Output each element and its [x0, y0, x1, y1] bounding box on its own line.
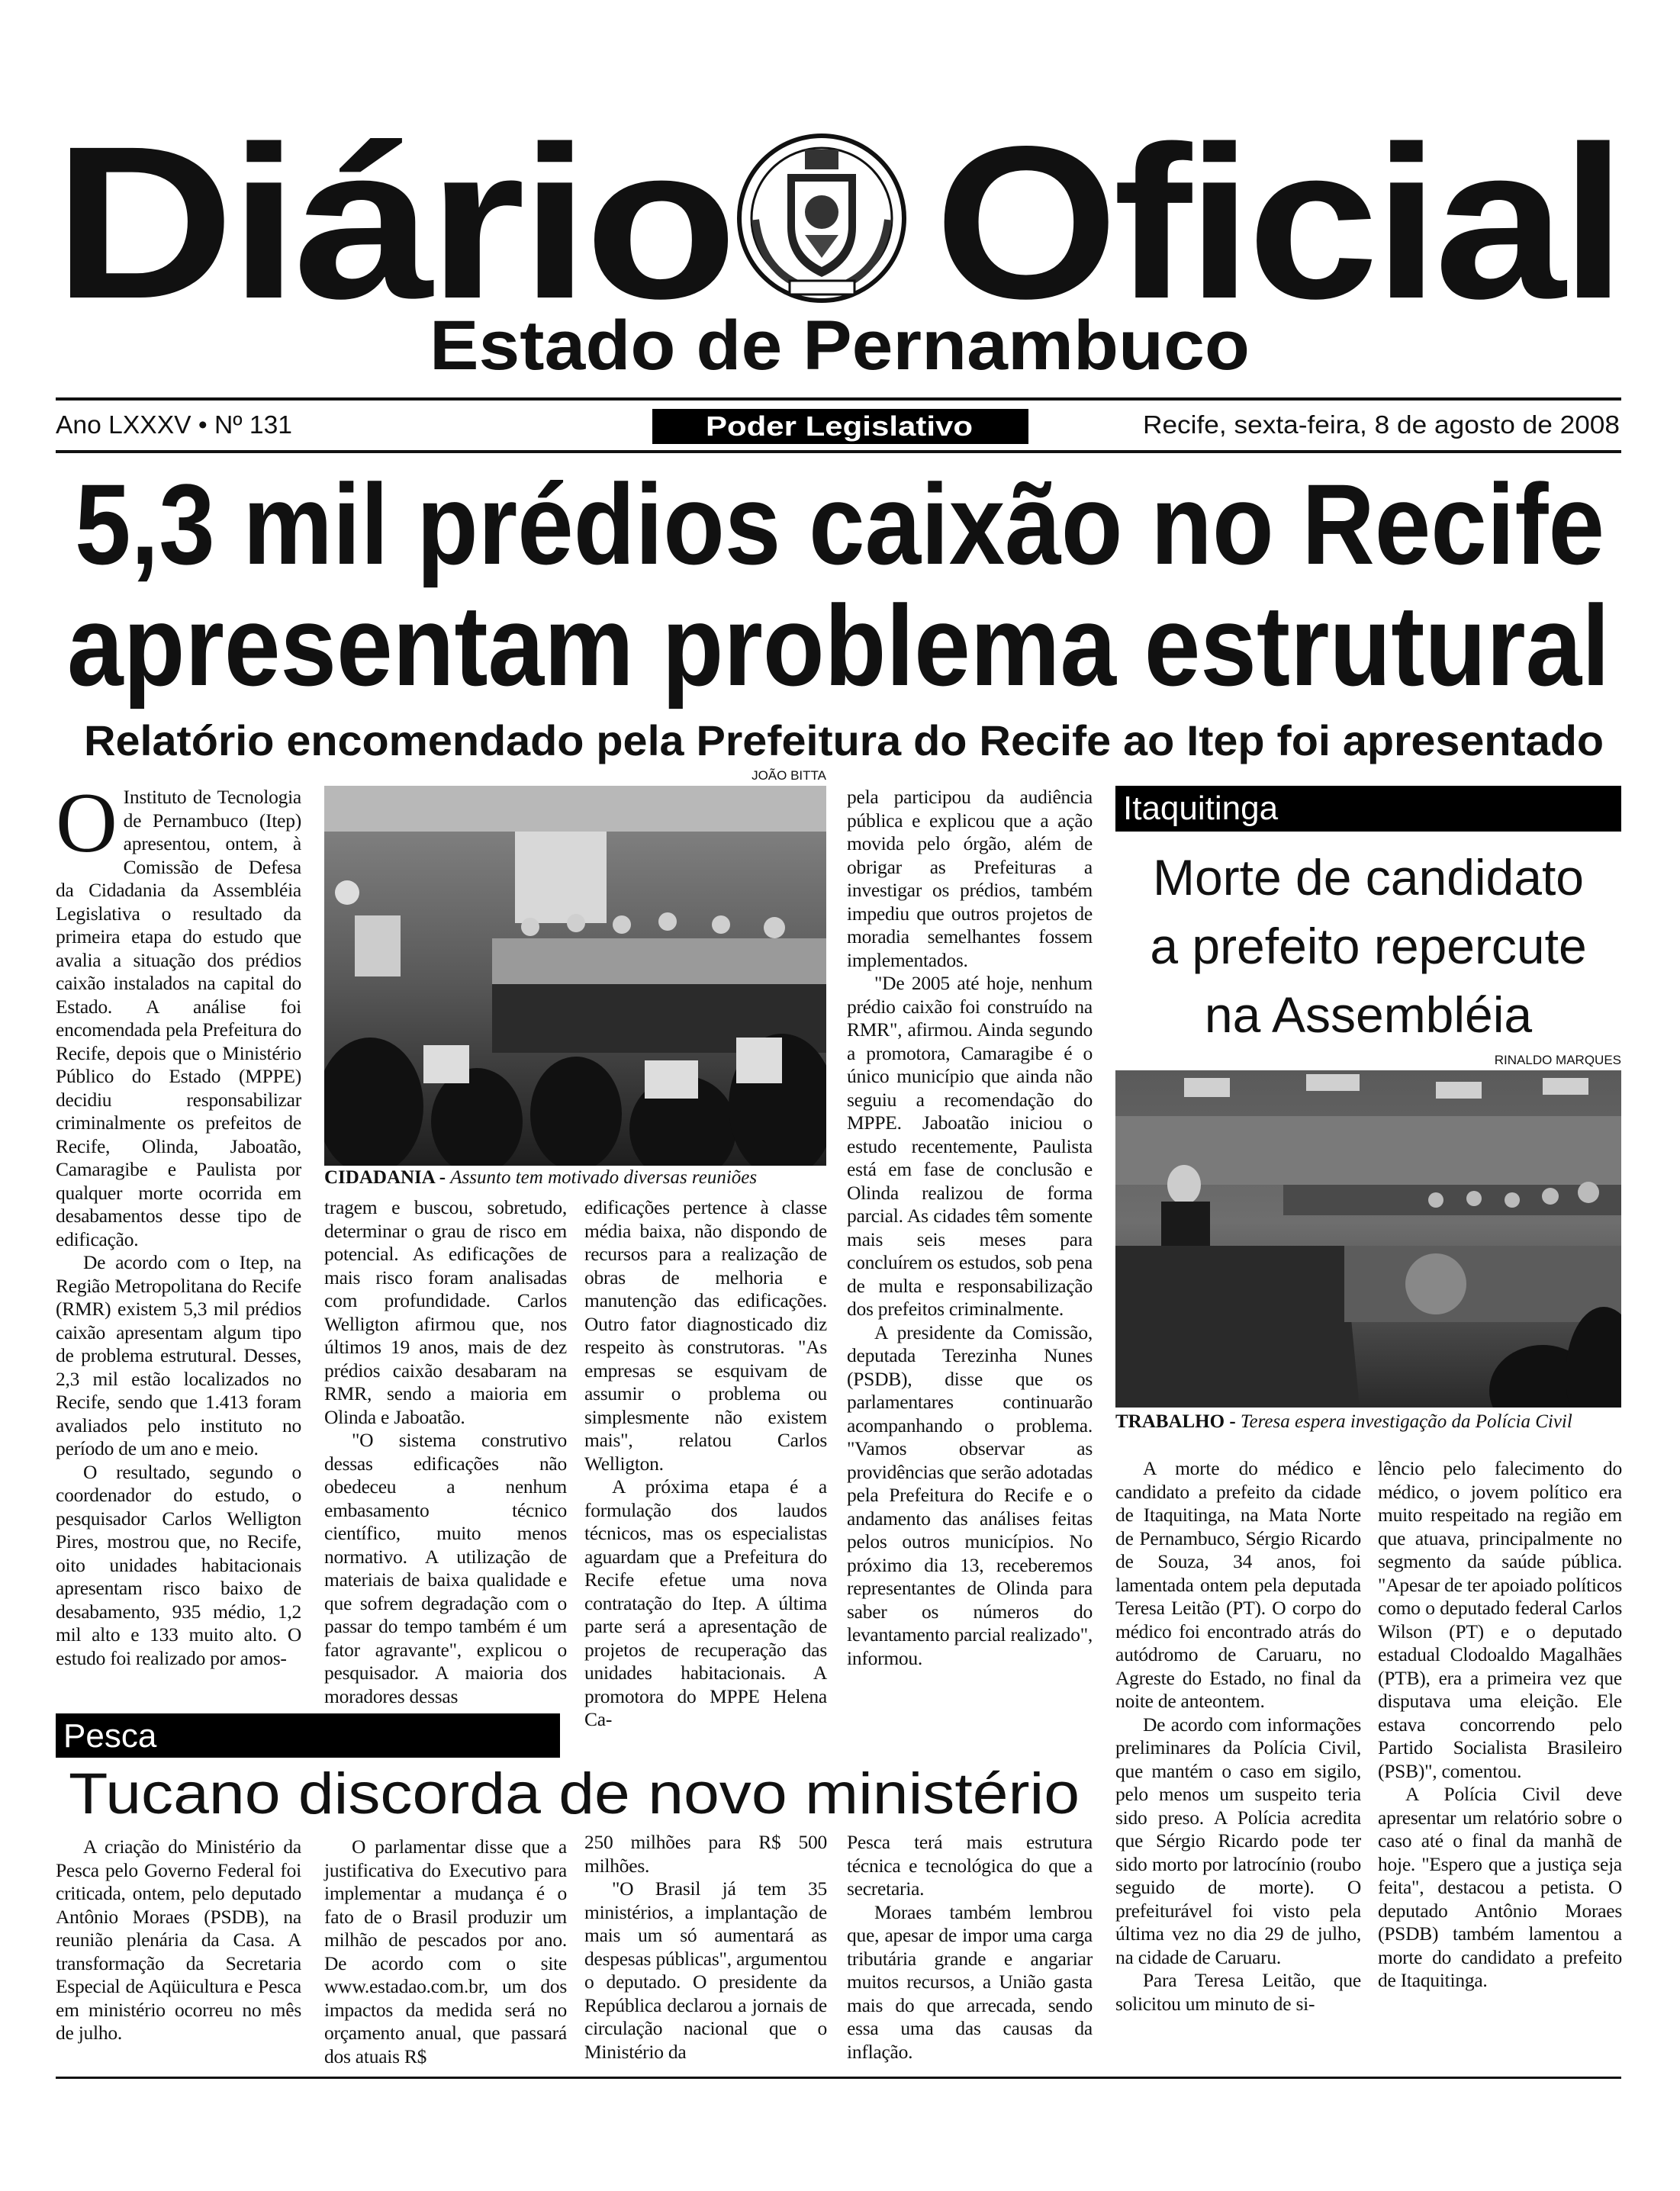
itaquitinga-column-1: [1115, 1457, 1361, 2016]
photo-credit: RINALDO MARQUES: [1494, 1053, 1621, 1067]
caption-text: Teresa espera investigação da Polícia Civil: [1240, 1411, 1572, 1432]
caption-text: Assunto tem motivado diversas reuniões: [450, 1167, 758, 1188]
pesca-column-3: [584, 1831, 827, 2064]
caption-label: TRABALHO -: [1115, 1411, 1236, 1432]
section-label: Poder Legislativo: [652, 409, 1028, 444]
masthead-title-right: Oficial: [935, 101, 1621, 344]
main-story-column-1: [56, 776, 301, 1670]
paragraph: De acordo com o Itep, na Região Metropolitana do Recife (RMR) existem 5,3 mil prédios caixão apresentam algum tipo de problema estrutural. Desses, 2,3 mil estão localizados no Recife, sendo que 1.413 foram avaliados pelo instituto no período de um ano e meio.: [56, 1251, 301, 1459]
itaquitinga-headline: [1115, 843, 1621, 1049]
info-rule: [56, 450, 1621, 453]
paragraph: tragem e buscou, sobretudo, determinar o grau de risco em potencial. As edificações de mais risco foram analisadas com profundidade. Carlos Welligton afirmou que, nos últimos 19 anos, mais de dez prédios caixão desabaram na RMR, sendo a maioria em Olinda e Jaboatão.: [324, 1196, 567, 1428]
caption-label: CIDADANIA -: [324, 1167, 446, 1188]
paragraph: pela participou da audiência pública e explicou que a ação movida pelo órgão, além de obrigar as Prefeituras a investigar os prédios, também impediu que outros projetos de moradia semelhantes fossem implementados.: [847, 786, 1093, 971]
paragraph: 250 milhões para R$ 500 milhões.: [584, 1831, 827, 1877]
bottom-rule: [56, 2077, 1621, 2079]
paragraph: "O Brasil já tem 35 ministérios, a implantação de mais um só aumentará as despesas públicas", argumentou o deputado. O presidente da República declarou a jornais de circulação nacional que o Ministério da: [584, 1877, 827, 2063]
paragraph: De acordo com informações preliminares da Polícia Civil, que mantém o caso em sigilo, pelo menos um suspeito teria sido preso. A Polícia acredita que Sérgio Ricardo pode ter sido morto por latrocínio (roubo seguido de morte). O prefeiturável foi visto pela última vez no dia 29 de julho, na cidade de Caruaru.: [1115, 1713, 1361, 1968]
paragraph: lêncio pelo falecimento do médico, o jovem político era muito respeitado na região em que atuava, principalmente no segmento da saúde pública. "Apesar de ter apoiado políticos como o deputado federal Carlos Wilson (PT) e o deputado estadual Clodoaldo Magalhães (PTB), era a primeira vez que disputava uma eleição. Ele estava concorrendo pelo Partido Socialista Brasileiro (PSB)", comentou.: [1378, 1457, 1622, 1782]
photo-caption: [1115, 1411, 1572, 1433]
pesca-column-4: [847, 1831, 1093, 2064]
dateline: Recife, sexta-feira, 8 de agosto de 2008: [1143, 410, 1620, 439]
paragraph: A morte do médico e candidato a prefeito da cidade de Itaquitinga, na Mata Norte de Pernambuco, Sérgio Ricardo de Souza, 34 anos, foi lamentada ontem pela deputada Teresa Leitão (PT). O corpo do médico foi encontrado atrás do autódromo de Caruaru, no Agreste do Estado, no final da noite de anteontem.: [1115, 1457, 1361, 1712]
paragraph: Para Teresa Leitão, que solicitou um minuto de si-: [1115, 1969, 1361, 2015]
masthead-title-left: Diário: [53, 101, 732, 344]
main-headline-line2: apresentam problema estrutural: [67, 581, 1610, 709]
section-title: Pesca: [63, 1717, 157, 1755]
paragraph: O parlamentar disse que a justificativa do Executivo para implementar a mudança é o fato de o Brasil produzir um milhão de pescados por ano. De acordo com o site www.estadao.com.br, um dos impactos da medida será no orçamento anual, que passará dos atuais R$: [324, 1835, 567, 2067]
paragraph: Pesca terá mais estrutura técnica e tecnológica do que a secretaria.: [847, 1831, 1093, 1900]
pesca-headline: Tucano discorda de novo ministério: [69, 1761, 1080, 1826]
paragraph: O resultado, segundo o coordenador do estudo, o pesquisador Carlos Welligton Pires, mostrou que, no Recife, oito unidades habitacionais apresentam risco baixo de desabamento, 935 médio, 1,2 mil alto e 133 muito alto. O estudo foi realizado por amos-: [56, 1460, 301, 1669]
main-headline-line1: 5,3 mil prédios caixão no Recife: [75, 460, 1604, 588]
main-story-column-2: [324, 1196, 567, 1708]
paragraph: A presidente da Comissão, deputada Terezinha Nunes (PSDB), disse que os parlamentares continuarão acompanhando o problema. "Vamos observar as providências que serão adotadas pela Prefeitura do Recife e o andamento das análises feitas pelos outros municípios. No próximo dia 13, receberemos representantes de Olinda para saber os números do levantamento parcial realizado", informou.: [847, 1321, 1093, 1669]
photo-caption: [324, 1167, 757, 1189]
section-title: Itaquitinga: [1123, 790, 1279, 827]
section-bar-pesca: [56, 1713, 560, 1758]
paragraph: A Polícia Civil deve apresentar um relatório sobre o caso até o final da manhã de hoje. "Espero que a justiça seja feita", destacou a petista. O deputado Antônio Moraes (PSDB) também lamentou a morte do candidato a prefeito de Itaquitinga.: [1378, 1783, 1622, 1991]
dropcap: O: [56, 776, 117, 870]
photo-committee-hearing: [324, 786, 826, 1166]
section-bar-itaquitinga: [1115, 786, 1621, 832]
headline-line: Morte de candidato: [1152, 849, 1585, 906]
headline-line: a prefeito repercute: [1150, 918, 1587, 974]
photo-credit: JOÃO BITTA: [751, 768, 826, 783]
pesca-column-1: [56, 1835, 301, 2045]
edition-number: Ano LXXXV • Nº 131: [56, 410, 292, 439]
main-story-column-4: [847, 786, 1093, 1670]
paragraph: edificações pertence à classe média baixa, não dispondo de recursos para a realização de obras de melhoria e manutenção das edificações. Outro fator diagnosticado diz respeito às construtoras. "As empresas se esquivam de assumir o problema ou simplesmente não existem mais", relatou Carlos Welligton.: [584, 1196, 827, 1475]
itaquitinga-column-2: [1378, 1457, 1622, 1993]
headline-line: na Assembléia: [1204, 986, 1533, 1043]
paragraph: "O sistema construtivo dessas edificações não obedeceu a nenhum embasamento técnico científico, muito menos normativo. A utilização de materiais de baixa qualidade e que sofrem degradação com o passar do tempo também é um fator agravante", explicou o pesquisador. A maioria dos moradores dessas: [324, 1429, 567, 1707]
paragraph: Moraes também lembrou que, apesar de impor uma carga tributária grande e angariar muitos recursos, a União gasta mais do que arrecada, sendo essa uma das causas da inflação.: [847, 1900, 1093, 2063]
main-story-column-3: [584, 1196, 827, 1732]
main-subheadline: Relatório encomendado pela Prefeitura do Recife ao Itep foi apresentado: [84, 716, 1604, 764]
paragraph: Instituto de Tecnologia de Pernambuco (Itep) apresentou, ontem, à Comissão de Defesa da Cidadania da Assembléia Legislativa o resultado da primeira etapa do estudo que avalia a situação dos prédios caixão instalados na capital do Estado. A análise foi encomendada pela Prefeitura do Recife, depois que o Ministério Público do Estado (MPPE) decidiu responsabilizar criminalmente os prefeitos de Recife, Olinda, Jaboatão, Camaragibe e Paulista por qualquer morte ocorrida em desabamentos desse tipo de edificação.: [56, 786, 301, 1250]
pesca-column-2: [324, 1835, 567, 2068]
paragraph: "De 2005 até hoje, nenhum prédio caixão foi construído na RMR", afirmou. Ainda segundo a promotora, Camaragibe é o único município que ainda não seguiu a recomendação do MPPE. Jaboatão iniciou o estudo recentemente, Paulista está em fase de conclusão e Olinda realizou de forma parcial. As cidades têm somente mais seis meses para concluírem os estudos, sob pena de multa e responsabilização dos prefeitos criminalmente.: [847, 972, 1093, 1320]
top-rule: [56, 397, 1621, 401]
photo-deputy-speaking: [1115, 1070, 1621, 1408]
paragraph: A próxima etapa é a formulação dos laudos técnicos, mas os especialistas aguardam que a Prefeitura do Recife efetue uma nova contratação do Itep. A última parte será a apresentação de projetos de recuperação das unidades habitacionais. A promotora do MPPE Helena Ca-: [584, 1475, 827, 1730]
state-seal-icon: [732, 128, 912, 305]
paragraph: A criação do Ministério da Pesca pelo Governo Federal foi criticada, ontem, pelo deputado Antônio Moraes (PSDB), na reunião plenária da Casa. A transformação da Secretaria Especial de Aqüicultura e Pesca em ministério ocorreu no mês de julho.: [56, 1835, 301, 2044]
masthead-subtitle: Estado de Pernambuco: [430, 307, 1250, 384]
